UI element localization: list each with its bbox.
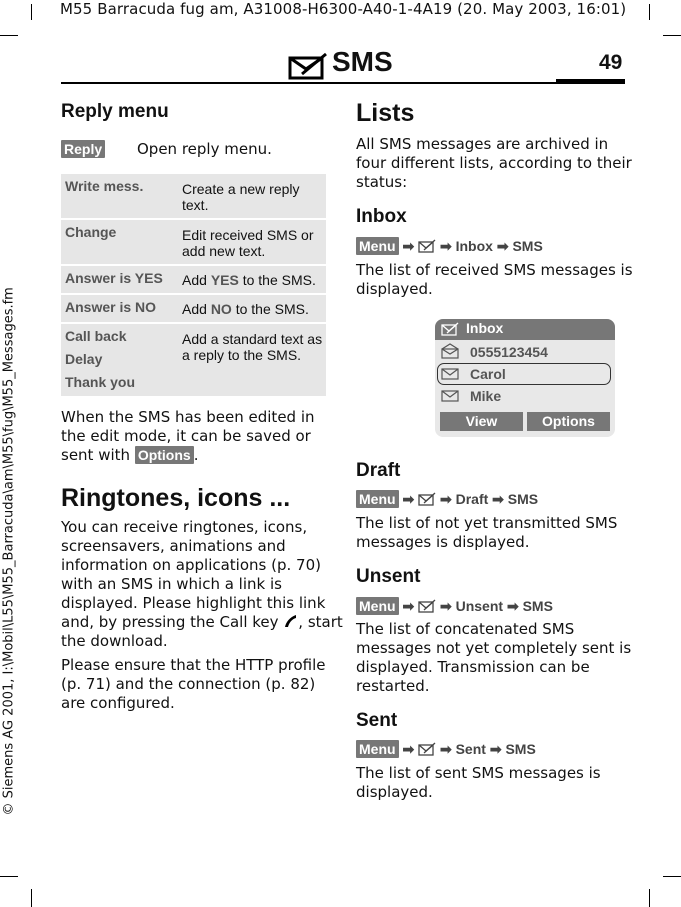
menu-softkey: Menu [356,740,399,758]
text-line: are configured. [61,694,175,712]
crop-mark [0,35,18,36]
option-label: Call back [65,328,127,344]
sms-envelope-icon [418,239,436,253]
sent-text [356,764,636,802]
text-line: the edit mode, it can be saved or [61,427,311,445]
table-row [61,266,326,293]
crop-mark [31,889,32,907]
text-line: Please ensure that the HTTP profile [61,656,326,674]
inbox-heading: Inbox [356,206,407,227]
crop-mark [31,4,32,20]
text-line: When the SMS has been edited in [61,408,315,426]
selection-highlight [437,363,611,385]
text: Add [182,301,211,317]
crop-mark [663,876,681,877]
path-item: Inbox [455,238,493,254]
draft-heading: Draft [356,460,401,481]
envelope-icon [441,367,459,381]
text: and, by pressing the Call key [61,613,279,631]
text-line: information on applications (p. 70) [61,556,321,574]
arrow-icon: ➡ [439,238,452,254]
option-description: Create a new reply text. [182,181,300,213]
text-line: screensavers, animations and [61,537,286,555]
text-line: status: [356,173,408,191]
text-line: messages is displayed. [356,533,530,551]
table-row [61,174,326,218]
option-label: Thank you [65,374,136,390]
sms-envelope-icon [418,742,436,756]
text: to the SMS. [238,272,316,288]
text-line: displayed. Transmission can be [356,658,590,676]
table-row [61,295,326,322]
reply-softkey: Reply [61,140,105,158]
sent-menu-path [356,740,536,758]
lists-intro [356,135,636,192]
option-label: Answer is YES [65,270,163,286]
arrow-icon: ➡ [439,491,452,507]
crop-mark [0,876,18,877]
text-line: four different lists, according to their [356,154,632,172]
option-description: Edit received SMS or add new text. [182,227,314,259]
text-line: restarted. [356,677,430,695]
arrow-icon: ➡ [489,741,502,757]
path-item: SMS [505,741,536,757]
text: , start [298,613,343,631]
path-item: Draft [455,491,489,507]
highlight: YES [210,272,239,288]
path-item: SMS [512,238,543,254]
arrow-icon: ➡ [492,491,504,507]
envelope-icon [441,389,459,403]
menu-softkey: Menu [356,597,399,615]
unsent-menu-path [356,597,553,615]
ringtones-paragraph [61,518,343,651]
http-paragraph [61,656,331,713]
sms-envelope-icon [288,52,328,80]
highlight: NO [210,301,232,317]
text: . [193,446,199,464]
text-line: displayed. [356,783,433,801]
reply-menu-heading: Reply menu [61,101,169,122]
list-item[interactable]: 0555123454 [470,344,548,360]
text-line: displayed. Please highlight this link [61,594,326,612]
inbox-menu-path [356,237,543,255]
sms-envelope-icon [441,322,459,336]
list-item[interactable]: Carol [470,366,506,382]
draft-menu-path [356,490,538,508]
option-label: Delay [65,351,103,367]
arrow-icon: ➡ [402,238,415,254]
path-item: Unsent [455,598,504,614]
list-item[interactable]: Mike [470,388,502,404]
arrow-icon: ➡ [439,741,452,757]
text-line: displayed. [356,280,433,298]
path-item: SMS [507,491,539,507]
text-line: the download. [61,632,168,650]
unsent-heading: Unsent [356,566,421,587]
screen-title-bar [435,319,615,340]
menu-softkey: Menu [356,237,399,255]
option-description: Add a standard text as a reply to the SMS. [182,331,323,363]
unsent-text [356,620,636,696]
text: to the SMS. [231,301,309,317]
page-title: SMS [332,46,393,77]
options-softkey: Options [135,446,194,464]
arrow-icon: ➡ [506,598,519,614]
menu-softkey: Menu [356,490,399,508]
arrow-icon: ➡ [402,491,415,507]
arrow-icon: ➡ [402,598,415,614]
text-line: with an SMS in which a link is [61,575,282,593]
text-line: The list of not yet transmitted SMS [356,514,618,532]
sms-envelope-icon [418,492,436,506]
lists-heading: Lists [356,99,415,127]
arrow-icon: ➡ [439,598,452,614]
path-item: Sent [455,741,486,757]
text-line: You can receive ringtones, icons, [61,518,308,536]
arrow-icon: ➡ [402,741,415,757]
table-row [61,220,326,264]
screen-title: Inbox [466,320,504,336]
text-line: The list of concatenated SMS [356,620,575,638]
after-edit-text [61,408,331,465]
open-envelope-icon [441,343,459,359]
text-line: The list of received SMS messages is [356,261,633,279]
sent-heading: Sent [356,710,398,731]
call-key-icon [283,614,298,629]
path-item: SMS [522,598,553,614]
text-line: messages not yet completely sent is [356,639,632,657]
page-number: 49 [599,51,623,74]
view-softkey[interactable]: View [440,412,523,431]
crop-mark [663,35,681,36]
option-label: Change [65,224,117,240]
crop-mark [649,4,650,20]
sidebar-copyright: © Siemens AG 2001, I:\Mobil\L55\M55_Barracuda\am\M55\fug\M55_Messages.fm [1,287,17,816]
table-row [61,324,326,396]
text-line: All SMS messages are archived in [356,135,609,153]
reply-description: Open reply menu. [137,140,272,158]
ringtones-heading: Ringtones, icons ... [61,484,291,512]
crop-mark [649,889,650,907]
sms-envelope-icon [418,599,436,613]
inbox-text [356,261,636,299]
text-line: The list of sent SMS messages is [356,764,601,782]
page-number-rule [556,79,625,82]
text: Add [182,272,211,288]
text-line: (p. 71) and the connection (p. 82) [61,675,316,693]
document-header: M55 Barracuda fug am, A31008-H6300-A40-1-4A19 (20. May 2003, 16:01) [60,0,627,18]
header-rule [61,82,625,84]
option-label: Write mess. [65,178,144,194]
arrow-icon: ➡ [496,238,509,254]
option-label: Answer is NO [65,299,157,315]
draft-text [356,514,636,552]
phone-screen [435,319,615,437]
options-softkey[interactable]: Options [527,412,610,431]
text: sent with [61,446,131,464]
